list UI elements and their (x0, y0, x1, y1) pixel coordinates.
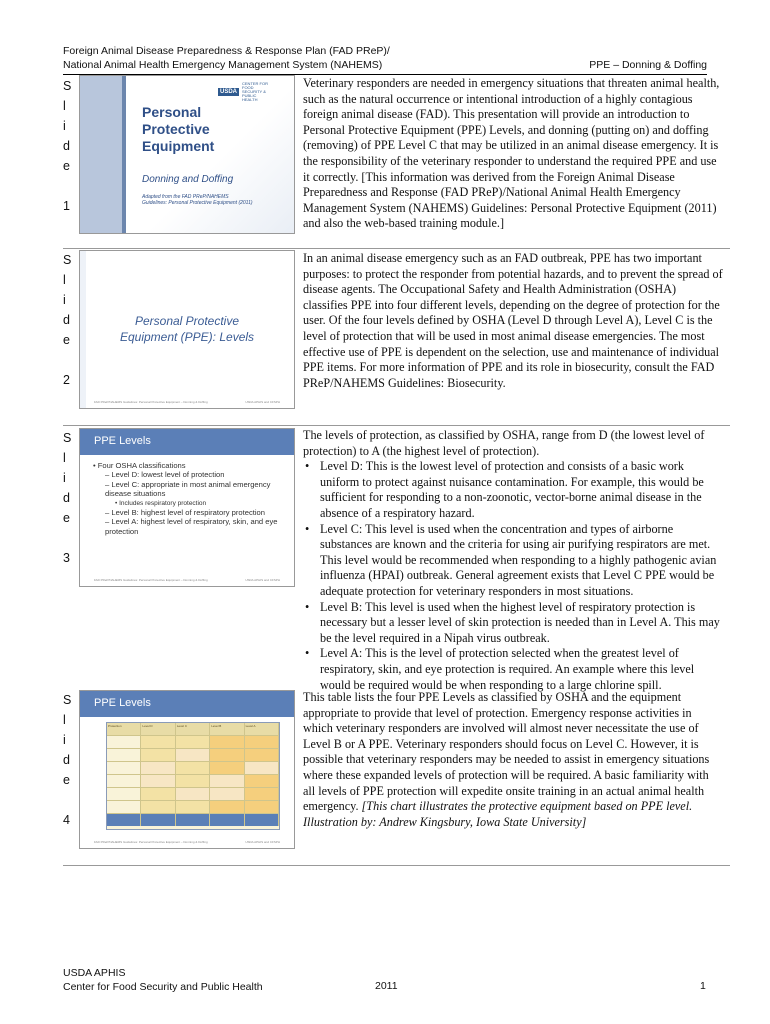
slide-number: 2 (63, 373, 70, 387)
page-number: 1 (700, 980, 706, 992)
table-row (107, 788, 279, 801)
slide-footer: FAD PReP/NAHEMS Guidelines: Personal Protective Equipment – Donning & Doffing USDA APHIS and CFSPH (94, 578, 280, 582)
slide-label-3: S l i d e 3 (63, 428, 75, 568)
footer-org-2: Center for Food Security and Public Health (63, 981, 263, 993)
slide-label-1: S l i d e 1 (63, 76, 75, 216)
table-row (107, 775, 279, 788)
slide-subtitle: Donning and Doffing (142, 174, 234, 185)
header-line-2: National Animal Health Emergency Management System (NAHEMS) (63, 59, 383, 71)
separator (63, 248, 730, 249)
page-footer (63, 966, 263, 994)
list-item: • Level D: This is the lowest level of protection and consists of a basic work uniform to protect against nuisance contamination. For example, this would be sufficient for responding to a non-zoonotic, vector-borne animal disease in the absence of a respiratory hazard. (320, 459, 723, 521)
slide-small-text: Adapted from the FAD PReP/NAHEMS Guidelines: Personal Protective Equipment (2011) (142, 194, 253, 206)
slide-title: Personal Protective Equipment (142, 104, 215, 154)
table-row (107, 801, 279, 814)
slide-label-2: S l i d e 2 (63, 250, 75, 390)
slide-number: 3 (63, 551, 70, 565)
list-item: • Level C: This level is used when the concentration and types of airborne substances are known and the criteria for using air purifying respirators are met. This level would be recommended when responding to a highly pathogenic avian influenza (HPAI) outbreak. General agreement exists that Level C PPE would be adequate protection for veterinary responders in most situations. (320, 522, 723, 600)
notes-bullet-list (303, 459, 723, 693)
table-row (107, 814, 279, 826)
separator (63, 425, 730, 426)
slide-number: 1 (63, 199, 70, 213)
ppe-levels-table (106, 722, 280, 830)
page-header (63, 44, 707, 72)
slide-footer: FAD PReP/NAHEMS Guidelines: Personal Protective Equipment – Donning & Doffing USDA APHIS and CFSPH (94, 840, 280, 844)
slide-title: PPE Levels (94, 697, 151, 709)
usda-logo: USDA CENTER FOR FOOD SECURITY & PUBLIC HEALTH (219, 81, 268, 102)
list-item: • Level A: This is the level of protection selected when the greatest level of respiratory, skin, and eye protection is required. An example where this level would be required would be when responding to a large chlorine spill. (320, 646, 723, 693)
slide-notes-2: In an animal disease emergency such as an FAD outbreak, PPE has two important purposes: to protect the responder from potential hazards, and to prevent the spread of disease agents. The Occupational Safety and Health Administration (OSHA) classifies PPE into four different levels, depending on the degree of protection for the user. Of the four levels defined by OSHA (Level D through Level A), Level C is the level of protection that will be used in most animal disease emergencies. The most effective use of PPE is dependent on the selection, use and maintenance of individual PPE items. For more information of PPE and its role in biosecurity, consult the FAD PReP/NAHEMS Guidelines: Biosecurity. (303, 251, 723, 390)
table-row (107, 762, 279, 775)
slide-thumbnail-2 (79, 250, 295, 409)
separator (63, 865, 730, 866)
slide-notes-1: Veterinary responders are needed in emergency situations that threaten animal health, such as the natural occurrence or intentional introduction of a highly contagious foreign animal disease (FAD). This presentation will provide an introduction to Personal Protective Equipment (PPE) Levels, and donning (putting on) and doffing (removing) of PPE Level C that may be utilized in an animal disease emergency. It is the responsibility of the veterinary responder to understand the required PPE and use it correctly. [This information was derived from the Foreign Animal Disease Preparedness and Response (FAD PReP)/National Animal Health Emergency Management System (NAHEMS) Guidelines: Personal Protective Equipment (2011) and also the web-based training module.] (303, 76, 720, 231)
table-row (107, 749, 279, 762)
slide-footer: FAD PReP/NAHEMS Guidelines: Personal Protective Equipment – Donning & Doffing USDA APHIS and CFSPH (94, 400, 280, 404)
slide-notes-3: The levels of protection, as classified by OSHA, range from D (the lowest level of protection) to A (the highest level of protection). • Level D: This is the lowest level of protection and consists of a basic work uniform to protect against nuisance contamination. For example, this would be sufficient for responding to a non-zoonotic, vector-borne animal disease in the absence of a respiratory hazard. • Level C: This level is used when the concentration and types of airborne substances are known and the criteria for using air purifying respirators are met. This level would be recommended when responding to a highly pathogenic avian influenza (HPAI) outbreak. General agreement exists that Level C PPE would be adequate protection for veterinary responders in most situations. • Level B: This level is used when the highest level of respiratory protection is necessary but a lesser level of skin protection is needed than in Level A. This may be the level required in a Nipah virus outbreak. • Level A: This is the level of protection selected when the greatest level of respiratory, skin, and eye protection is required. An example where this level would be required would be when responding to a large chlorine spill. (303, 428, 723, 693)
slide-thumbnail-1 (79, 75, 295, 234)
header-right: PPE – Donning & Doffing (589, 59, 707, 71)
slide-label-4: S l i d e 4 (63, 690, 75, 830)
table-row: Protection Level D Level C Level B Level A (107, 723, 279, 736)
slide-thumbnail-4 (79, 690, 295, 849)
slide-bullets: • Four OSHA classifications – Level D: lowest level of protection – Level C: appropriate in most animal emergency disease situations • Includes respiratory protection – Level B: highest level of respiratory protection – Level A: highest level of respiratory, skin, and eye protection (93, 461, 278, 536)
slide-number: 4 (63, 813, 70, 827)
slide-notes-4: This table lists the four PPE Levels as classified by OSHA and the equipment appropriate to provide that level of protection. Emergency response activities in which veterinary responders are involved will almost never necessitate the use of Level B or A PPE. Veterinary responders should focus on Level C. However, it is possible that veterinary responders may be needed to assist in emergency situations where these expanded levels of protection will be required. A basic familiarity with all levels of PPE protection will expedite onsite training in an actual animal health emergency. [This chart illustrates the protective equipment based on PPE level. Illustration by: Andrew Kingsbury, Iowa State University] (303, 690, 710, 829)
table-row (107, 736, 279, 749)
slide-title: Personal Protective Equipment (PPE): Levels (119, 314, 255, 344)
footer-year: 2011 (375, 980, 398, 992)
slide-thumbnail-3 (79, 428, 295, 587)
footer-org-1: USDA APHIS (63, 967, 126, 979)
slide-title: PPE Levels (94, 435, 151, 447)
list-item: • Level B: This level is used when the highest level of respiratory protection is necessary but a lesser level of skin protection is needed than in Level A. This may be the level required in a Nipah virus outbreak. (320, 600, 723, 647)
header-line-1: Foreign Animal Disease Preparedness & Response Plan (FAD PReP)/ (63, 45, 390, 57)
